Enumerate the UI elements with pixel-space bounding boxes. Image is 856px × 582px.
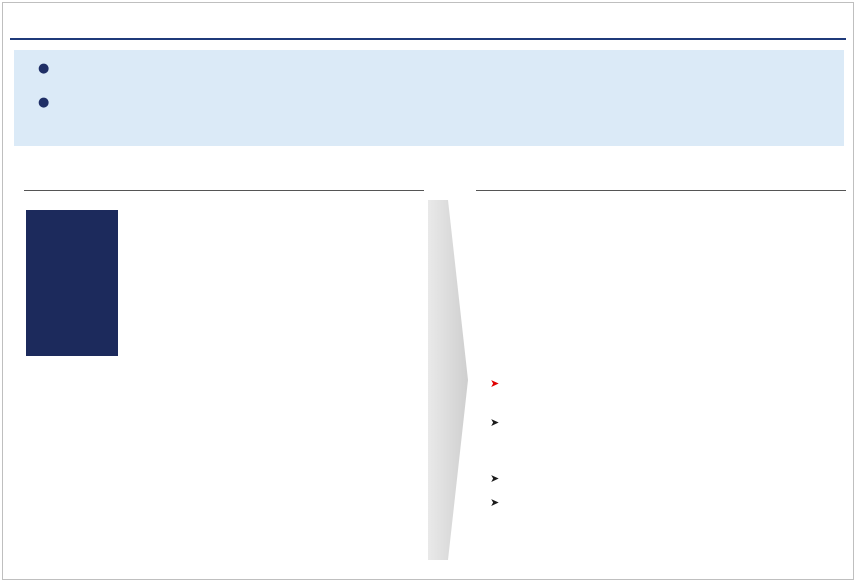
arrow-bullet-icon: ➤ (490, 416, 500, 429)
background-p2-l2 (124, 298, 136, 316)
right-heading-rule (476, 190, 846, 191)
background-p1-l2 (124, 234, 136, 252)
bullet-dot-icon: ● (38, 61, 50, 76)
background-p2-l4 (124, 338, 136, 356)
bullet-dot-icon: ● (38, 95, 50, 110)
arrow-bullet-icon: ➤ (490, 377, 500, 390)
title-rule (10, 38, 846, 40)
transition-arrow-icon (428, 200, 468, 560)
background-p1-l3 (124, 254, 136, 272)
arrow-bullet-icon: ➤ (490, 496, 500, 509)
arrow-bullet-icon: ➤ (490, 472, 500, 485)
contribution-box (26, 210, 118, 356)
left-heading-rule (24, 190, 424, 191)
summary-box (14, 50, 844, 146)
background-p2-l3 (124, 318, 136, 336)
